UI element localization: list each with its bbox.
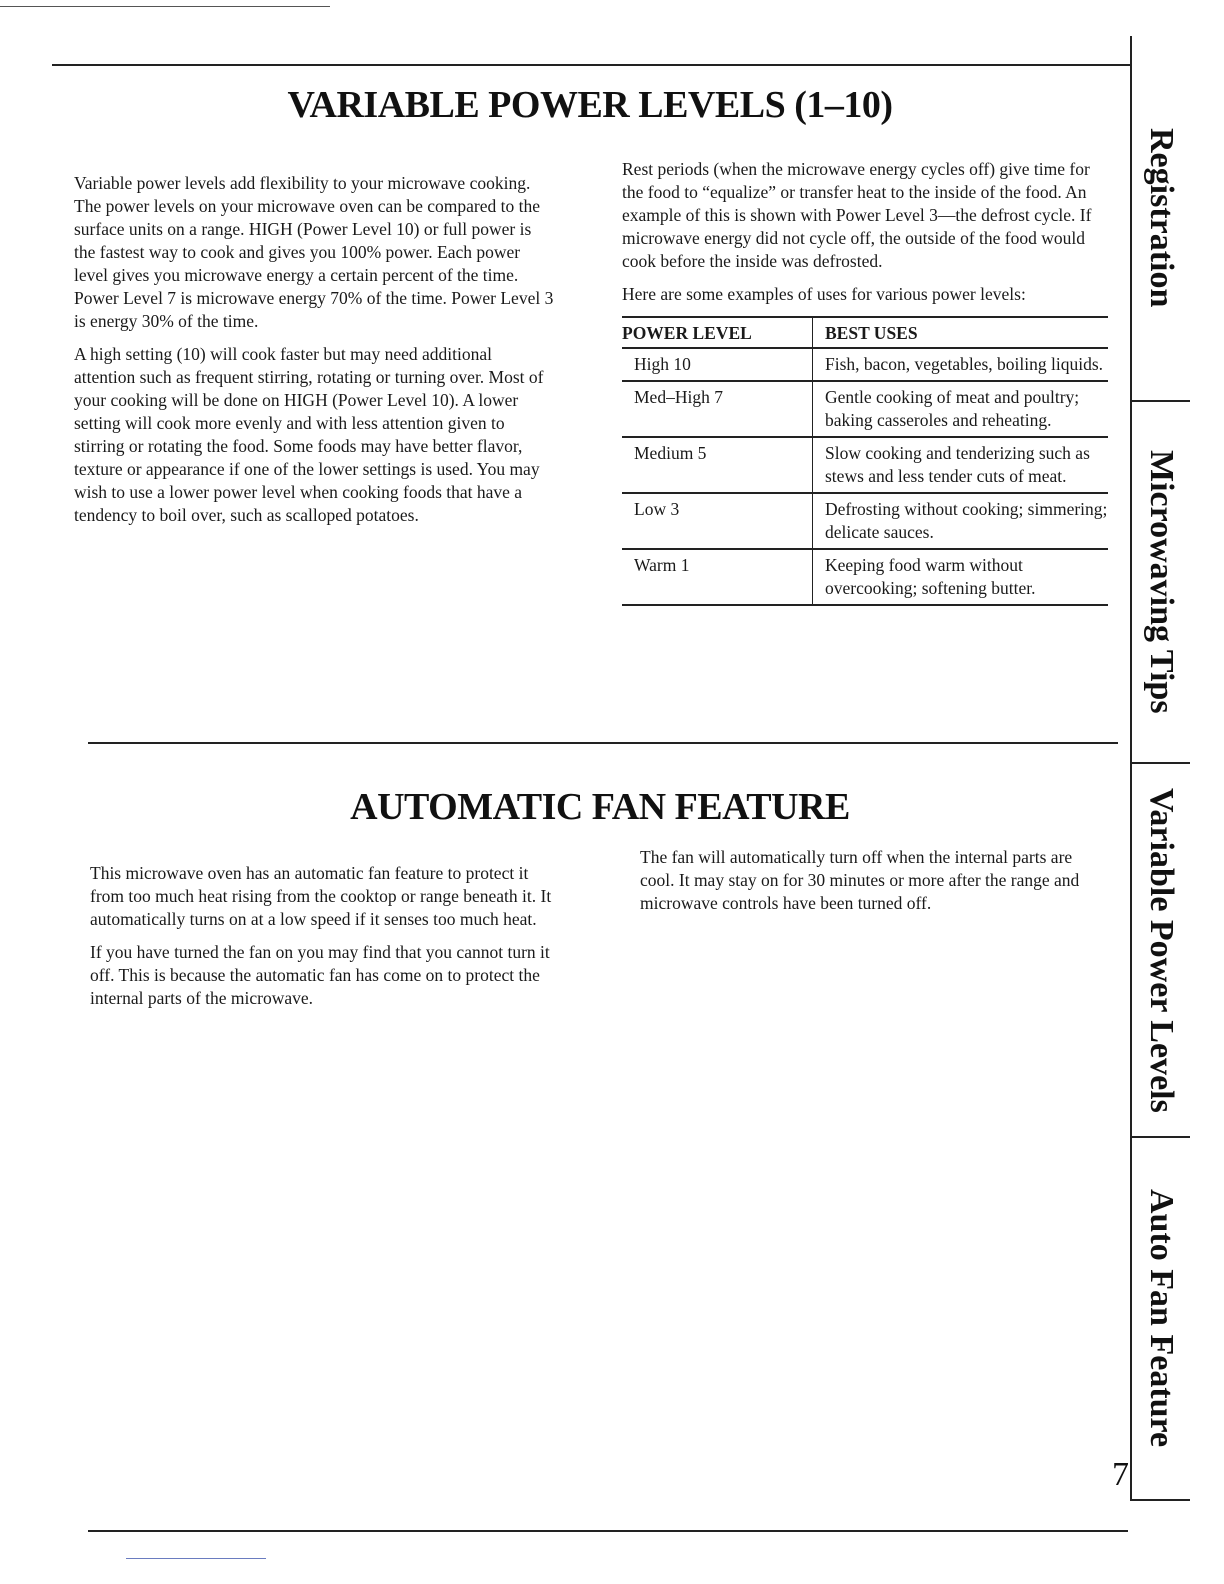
section-title-automatic-fan-feature: AUTOMATIC FAN FEATURE bbox=[350, 786, 850, 828]
tab-microwaving-tips[interactable] bbox=[1132, 402, 1190, 764]
tab-label: Registration bbox=[1143, 128, 1180, 308]
power-level-cell: Med–High 7 bbox=[622, 381, 813, 437]
auto-fan-right-column bbox=[640, 846, 1110, 925]
power-level-table bbox=[622, 316, 1108, 606]
power-level-cell: High 10 bbox=[622, 348, 813, 381]
power-level-cell: Low 3 bbox=[622, 493, 813, 549]
tab-label: Microwaving Tips bbox=[1143, 450, 1180, 714]
tab-variable-power-levels[interactable] bbox=[1132, 764, 1190, 1138]
paragraph: Here are some examples of uses for various power levels: bbox=[622, 284, 1026, 304]
paragraph: If you have turned the fan on you may find that you cannot turn it off. This is because the automatic fan has come on to protect the internal parts of the microwave. bbox=[90, 942, 550, 1008]
top-edge-rule bbox=[0, 6, 330, 7]
column-header-best-uses: BEST USES bbox=[813, 317, 1109, 348]
paragraph: A high setting (10) will cook faster but may need additional attention such as frequent stirring, rotating or turning over. Most of your cooking will be done on HIGH (Power Level 10). A lower setting will cook more evenly and with less attention given to stirring or rotating the food. Some foods may have better flavor, texture or appearance if one of the lower settings is used. You may wish to use a lower power level when cooking foods that have a tendency to boil over, such as scalloped potatoes. bbox=[74, 344, 544, 525]
table-row bbox=[622, 437, 1108, 493]
tab-auto-fan-feature[interactable] bbox=[1132, 1138, 1190, 1501]
table-header-row bbox=[622, 317, 1108, 348]
best-use-cell: Keeping food warm without overcooking; softening butter. bbox=[813, 549, 1109, 605]
best-use-cell: Defrosting without cooking; simmering; delicate sauces. bbox=[813, 493, 1109, 549]
table-row bbox=[622, 348, 1108, 381]
variable-power-right-column bbox=[622, 158, 1108, 606]
bottom-edge-mark bbox=[126, 1558, 266, 1559]
side-tab-strip bbox=[1130, 36, 1190, 1501]
header-rule bbox=[52, 64, 1130, 66]
best-use-cell: Gentle cooking of meat and poultry; baking casseroles and reheating. bbox=[813, 381, 1109, 437]
power-level-cell: Medium 5 bbox=[622, 437, 813, 493]
tab-label: Auto Fan Feature bbox=[1143, 1189, 1180, 1448]
variable-power-left-column bbox=[74, 172, 556, 537]
auto-fan-left-column bbox=[90, 862, 560, 1020]
footer-rule bbox=[88, 1530, 1128, 1532]
power-level-cell: Warm 1 bbox=[622, 549, 813, 605]
paragraph: Rest periods (when the microwave energy cycles off) give time for the food to “equalize” or transfer heat to the inside of the food. An example of this is shown with Power Level 3—the defrost cycle. If microwave energy did not cycle off, the outside of the food would cook before the inside was defrosted. bbox=[622, 159, 1092, 271]
paragraph: This microwave oven has an automatic fan feature to protect it from too much heat rising from the cooktop or range beneath it. It automatically turns on at a low speed if it senses too much heat. bbox=[90, 863, 552, 929]
table-row bbox=[622, 493, 1108, 549]
paragraph: The fan will automatically turn off when the internal parts are cool. It may stay on for 30 minutes or more after the range and microwave controls have been turned off. bbox=[640, 847, 1080, 913]
column-header-power-level: POWER LEVEL bbox=[622, 317, 813, 348]
section-divider-rule bbox=[88, 742, 1118, 744]
page-number: 7 bbox=[1112, 1456, 1129, 1493]
table-row bbox=[622, 549, 1108, 605]
section-title-variable-power-levels: VARIABLE POWER LEVELS (1–10) bbox=[287, 84, 893, 126]
tab-label: Variable Power Levels bbox=[1143, 787, 1180, 1113]
table-row bbox=[622, 381, 1108, 437]
paragraph: Variable power levels add flexibility to your microwave cooking. The power levels on your microwave oven can be compared to the surface units on a range. HIGH (Power Level 10) or full power is the fastest way to cook and gives you 100% power. Each power level gives you microwave energy a certain percent of the time. Power Level 7 is microwave energy 70% of the time. Power Level 3 is energy 30% of the time. bbox=[74, 173, 554, 331]
tab-registration[interactable] bbox=[1132, 36, 1190, 402]
best-use-cell: Slow cooking and tenderizing such as stews and less tender cuts of meat. bbox=[813, 437, 1109, 493]
best-use-cell: Fish, bacon, vegetables, boiling liquids. bbox=[813, 348, 1109, 381]
